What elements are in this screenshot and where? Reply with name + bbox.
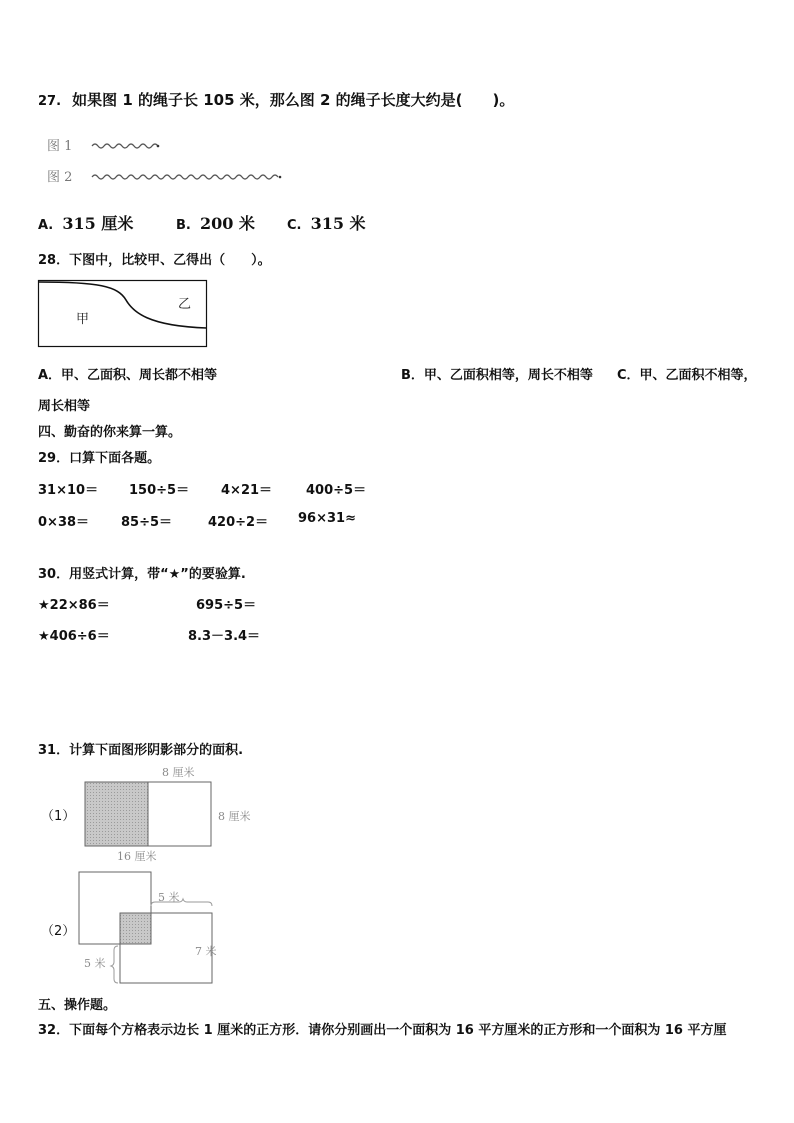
q29-question: 29．口算下面各题。 (38, 451, 161, 466)
q31-fig1-label: （1） (41, 809, 76, 824)
q28-figure (38, 280, 208, 348)
q27-option-b: B. 200 米 (176, 214, 255, 233)
q31-fig2-label: （2） (41, 924, 76, 939)
rope-fig1 (92, 140, 162, 152)
q28-option-c-cont: 周长相等 (38, 399, 91, 414)
q29-item: 0×38＝ (38, 515, 90, 530)
q30-item: 8.3－3.4＝ (188, 629, 261, 644)
q27-question (38, 89, 514, 110)
q29-item: 420÷2＝ (208, 515, 269, 530)
q29-item: 4×21＝ (221, 483, 273, 498)
fig2-top-dim: 5 米 (158, 891, 180, 904)
q27-text: 如果图 1 的绳子长 105 米，那么图 2 的绳子长度大约是( )。 (72, 91, 515, 109)
q31-figure-1 (84, 762, 264, 866)
q29-item: 96×31≈ (298, 511, 356, 526)
fig1-top-dim: 8 厘米 (162, 766, 195, 779)
q27-fig1-label: 图 1 (47, 139, 73, 154)
q27-number: 27. (38, 94, 62, 109)
fig2-left-dim: 5 米 (84, 957, 106, 970)
q27-option-c: C. 315 米 (287, 214, 366, 233)
q28-option-c: C．甲、乙面积不相等， (617, 368, 757, 383)
q30-item: ★406÷6＝ (38, 629, 110, 644)
q29-item: 31×10＝ (38, 483, 99, 498)
fig1-right-dim: 8 厘米 (218, 810, 251, 823)
section-5-heading: 五、操作题。 (38, 998, 117, 1013)
section-4-heading: 四、勤奋的你来算一算。 (38, 425, 182, 440)
q28-option-a: A．甲、乙面积、周长都不相等 (38, 368, 218, 383)
label-yi: 乙 (178, 297, 192, 312)
fig1-bottom-dim: 16 厘米 (117, 850, 157, 863)
q28-question: 28．下图中，比较甲、乙得出（ ）。 (38, 253, 271, 268)
fig2-right-dim: 7 米 (195, 945, 217, 958)
q31-question: 31．计算下面图形阴影部分的面积. (38, 743, 244, 758)
q27-fig2-label: 图 2 (47, 170, 73, 185)
q32-question: 32．下面每个方格表示边长 1 厘米的正方形．请你分别画出一个面积为 16 平方厘米的正方形和一个面积为 16 平方厘 (38, 1023, 727, 1038)
q31-figure-2 (78, 870, 238, 990)
q27-option-a: A. 315 厘米 (38, 214, 134, 233)
q29-item: 85÷5＝ (121, 515, 173, 530)
rope-fig2 (92, 171, 284, 183)
q30-item: 695÷5＝ (196, 598, 257, 613)
q30-question: 30．用竖式计算，带“★”的要验算. (38, 567, 246, 582)
label-jia: 甲 (76, 312, 90, 327)
q29-item: 150÷5＝ (129, 483, 190, 498)
q28-option-b: B．甲、乙面积相等，周长不相等 (401, 368, 593, 383)
q30-item: ★22×86＝ (38, 598, 110, 613)
q29-item: 400÷5＝ (306, 483, 367, 498)
